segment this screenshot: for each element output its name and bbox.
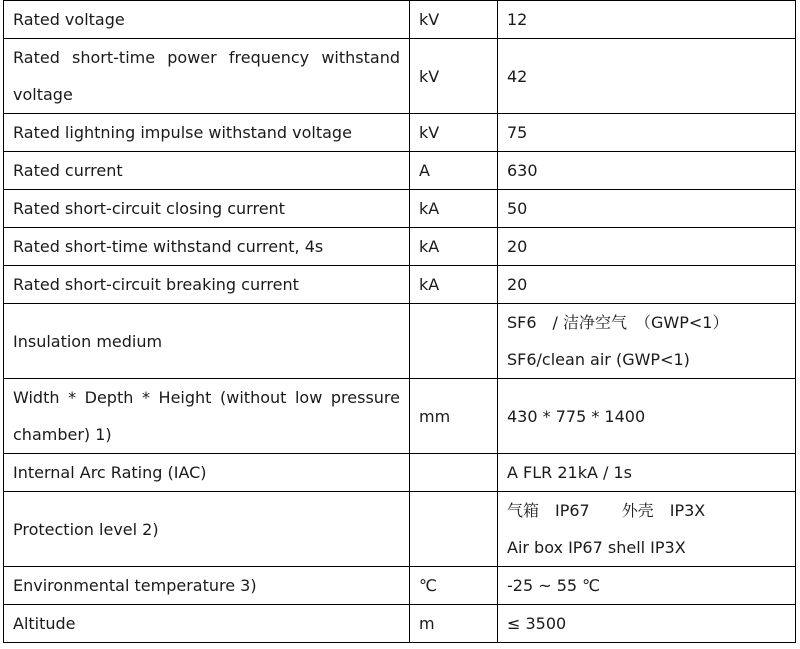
table-row <box>4 304 796 379</box>
table-row <box>4 266 796 304</box>
parameter-cell: Rated lightning impulse withstand voltage <box>4 114 410 152</box>
value-line: SF6 / 洁净空气 （GWP<1） <box>507 313 729 332</box>
parameter-cell: Rated short-circuit closing current <box>4 190 410 228</box>
table-row <box>4 605 796 643</box>
unit-cell: mm <box>410 379 498 454</box>
table-row <box>4 1 796 39</box>
table-row <box>4 228 796 266</box>
table-row <box>4 567 796 605</box>
parameter-cell: Rated short-time withstand current, 4s <box>4 228 410 266</box>
table-row <box>4 379 796 454</box>
table-row <box>4 492 796 567</box>
value-cell: ≤ 3500 <box>498 605 796 643</box>
value-cell: 12 <box>498 1 796 39</box>
value-cell: 75 <box>498 114 796 152</box>
unit-cell <box>410 454 498 492</box>
parameter-cell: Environmental temperature 3) <box>4 567 410 605</box>
value-line: Air box IP67 shell IP3X <box>507 538 686 557</box>
value-cell: 50 <box>498 190 796 228</box>
parameter-cell: Rated short-circuit breaking current <box>4 266 410 304</box>
value-cell: 20 <box>498 228 796 266</box>
table-row <box>4 190 796 228</box>
parameter-cell: Internal Arc Rating (IAC) <box>4 454 410 492</box>
table-row <box>4 454 796 492</box>
parameter-cell: Protection level 2) <box>4 492 410 567</box>
unit-cell: kV <box>410 39 498 114</box>
table-row <box>4 39 796 114</box>
value-cell: -25 ~ 55 ℃ <box>498 567 796 605</box>
value-line: 气箱 IP67 外壳 IP3X <box>507 501 706 520</box>
specification-table <box>3 0 796 643</box>
parameter-cell: Width * Depth * Height (without low pressure chamber) 1) <box>4 379 410 454</box>
unit-cell: kA <box>410 190 498 228</box>
unit-cell <box>410 492 498 567</box>
value-line: SF6/clean air (GWP<1) <box>507 350 690 369</box>
unit-cell: kA <box>410 266 498 304</box>
unit-cell: kA <box>410 228 498 266</box>
unit-cell: m <box>410 605 498 643</box>
parameter-cell: Rated voltage <box>4 1 410 39</box>
value-cell: 42 <box>498 39 796 114</box>
parameter-cell: Rated current <box>4 152 410 190</box>
parameter-cell: Altitude <box>4 605 410 643</box>
value-cell <box>498 304 796 379</box>
parameter-cell: Insulation medium <box>4 304 410 379</box>
value-cell: 630 <box>498 152 796 190</box>
value-cell: 430 * 775 * 1400 <box>498 379 796 454</box>
unit-cell <box>410 304 498 379</box>
value-cell: 20 <box>498 266 796 304</box>
value-cell <box>498 492 796 567</box>
value-cell: A FLR 21kA / 1s <box>498 454 796 492</box>
parameter-cell: Rated short-time power frequency withstand voltage <box>4 39 410 114</box>
table-row <box>4 114 796 152</box>
unit-cell: ℃ <box>410 567 498 605</box>
unit-cell: kV <box>410 114 498 152</box>
unit-cell: kV <box>410 1 498 39</box>
unit-cell: A <box>410 152 498 190</box>
table-row <box>4 152 796 190</box>
